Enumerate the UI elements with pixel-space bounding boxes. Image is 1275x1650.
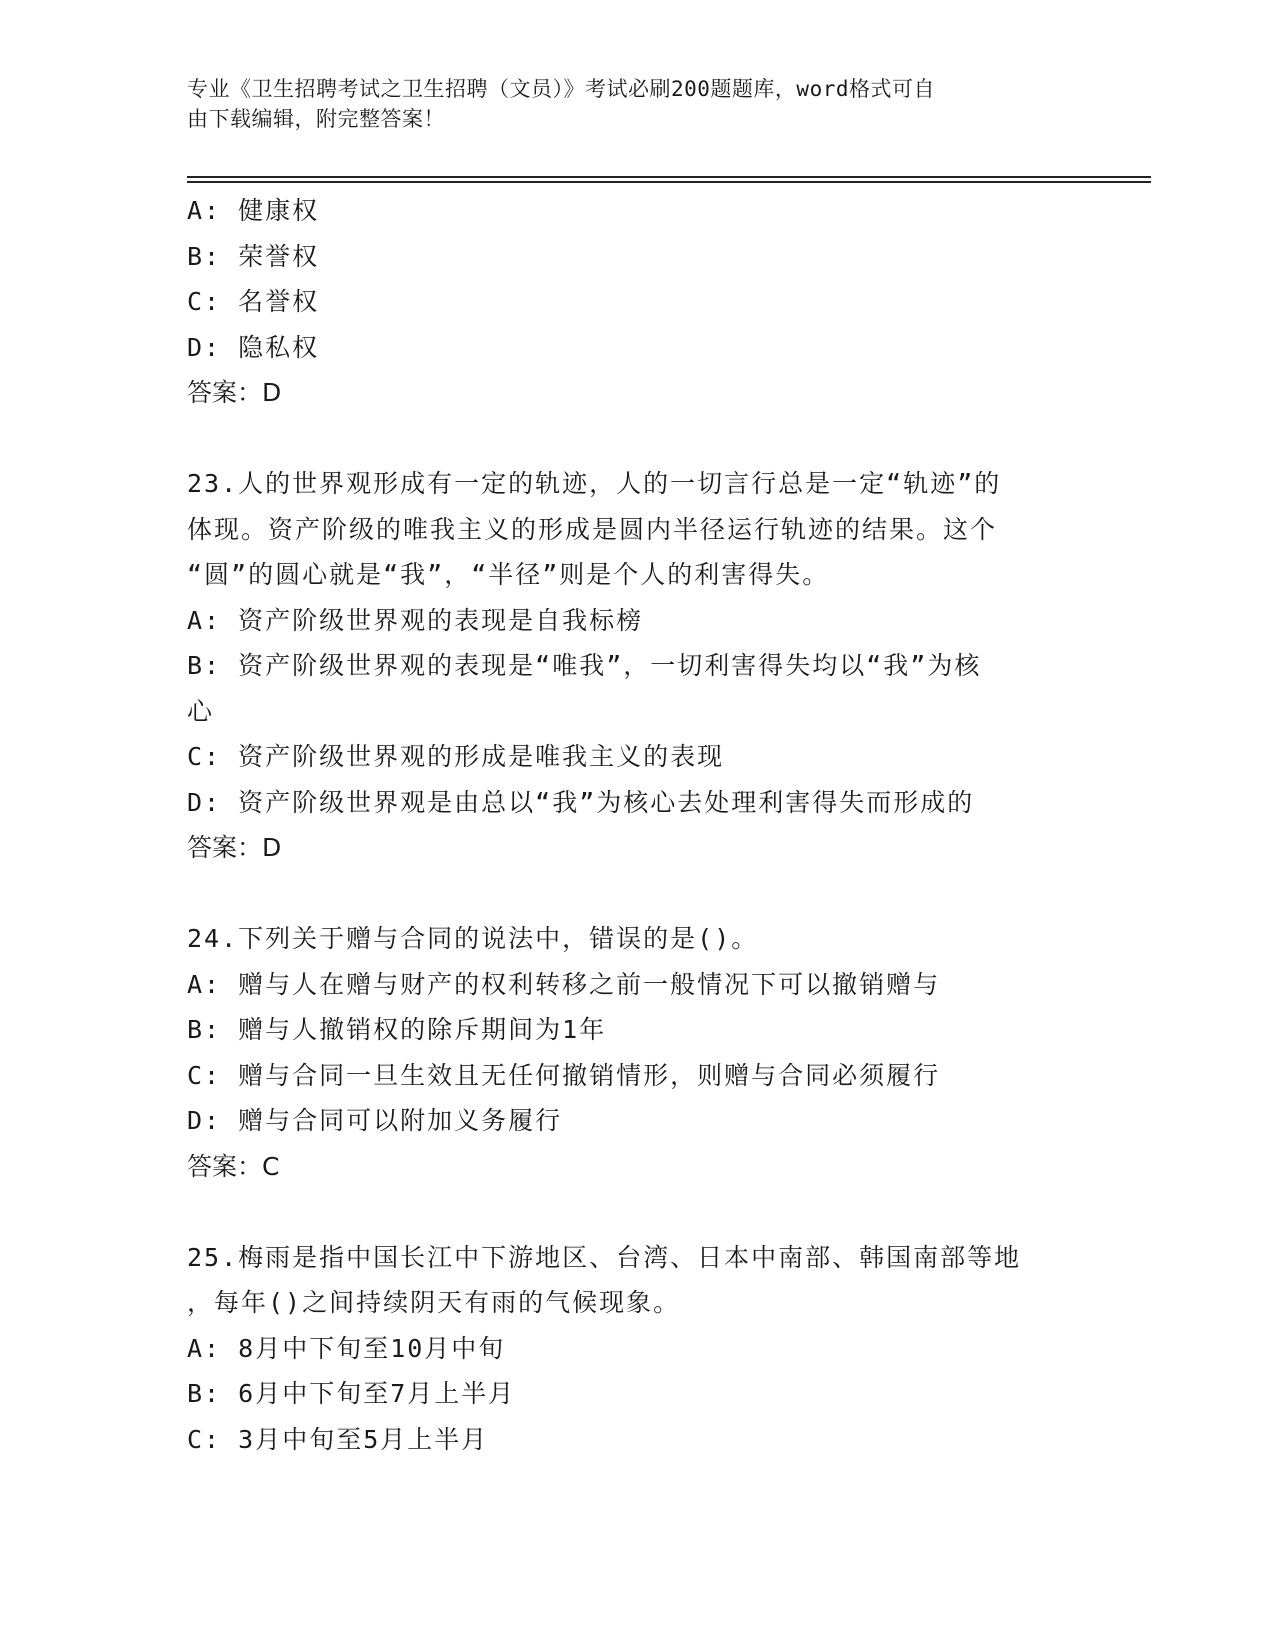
option-line: D: 资产阶级世界观是由总以“我”为核心去处理利害得失而形成的: [187, 787, 975, 817]
option-line: B: 6月中下旬至7月上半月: [187, 1379, 516, 1408]
header-rule-top: [187, 176, 1151, 178]
option-line: D: 隐私权: [187, 332, 320, 362]
question-stem-line: ，每年()之间持续阴天有雨的气候现象。: [187, 1288, 681, 1317]
option-line: C: 赠与合同一旦生效且无任何撤销情形，则赠与合同必须履行: [187, 1060, 941, 1090]
question-stem-line: 24.下列关于赠与合同的说法中，错误的是()。: [187, 924, 759, 953]
option-line: A: 健康权: [187, 196, 320, 225]
option-line: D: 赠与合同可以附加义务履行: [187, 1106, 563, 1135]
answer-line: 答案：C: [187, 1151, 280, 1181]
option-line: 心: [187, 696, 215, 726]
answer-line: 答案：D: [187, 378, 282, 407]
header-line-2: 由下载编辑，附完整答案！: [187, 107, 445, 131]
option-line: A: 资产阶级世界观的表现是自我标榜: [187, 605, 644, 635]
question-spacer: [187, 871, 1077, 917]
question-stem-line: “圆”的圆心就是“我”，“半径”则是个人的利害得失。: [187, 560, 830, 589]
question-spacer: [187, 1189, 1077, 1235]
option-line: A: 赠与人在赠与财产的权利转移之前一般情况下可以撤销赠与: [187, 969, 941, 999]
question-list: [187, 188, 1077, 1462]
option-line: C: 3月中旬至5月上半月: [187, 1424, 489, 1454]
question-spacer: [187, 416, 1077, 462]
question-stem-line: 23.人的世界观形成有一定的轨迹，人的一切言行总是一定“轨迹”的: [187, 469, 1002, 498]
question-stem-line: 25.梅雨是指中国长江中下游地区、台湾、日本中南部、韩国南部等地: [187, 1242, 1022, 1272]
header-line-1: 专业《卫生招聘考试之卫生招聘（文员）》考试必刷200题题库，word格式可自: [187, 77, 935, 101]
option-line: C: 名誉权: [187, 287, 320, 316]
question-stem-line: 体现。资产阶级的唯我主义的形成是圆内半径运行轨迹的结果。这个: [187, 514, 998, 544]
document-header: [187, 74, 1067, 134]
header-rule-bottom: [187, 181, 1151, 183]
option-line: B: 赠与人撤销权的除斥期间为1年: [187, 1015, 607, 1044]
option-line: B: 荣誉权: [187, 241, 320, 271]
answer-line: 答案：D: [187, 833, 282, 862]
option-line: B: 资产阶级世界观的表现是“唯我”，一切利害得失均以“我”为核: [187, 651, 982, 680]
option-line: A: 8月中下旬至10月中旬: [187, 1333, 506, 1363]
option-line: C: 资产阶级世界观的形成是唯我主义的表现: [187, 742, 725, 771]
